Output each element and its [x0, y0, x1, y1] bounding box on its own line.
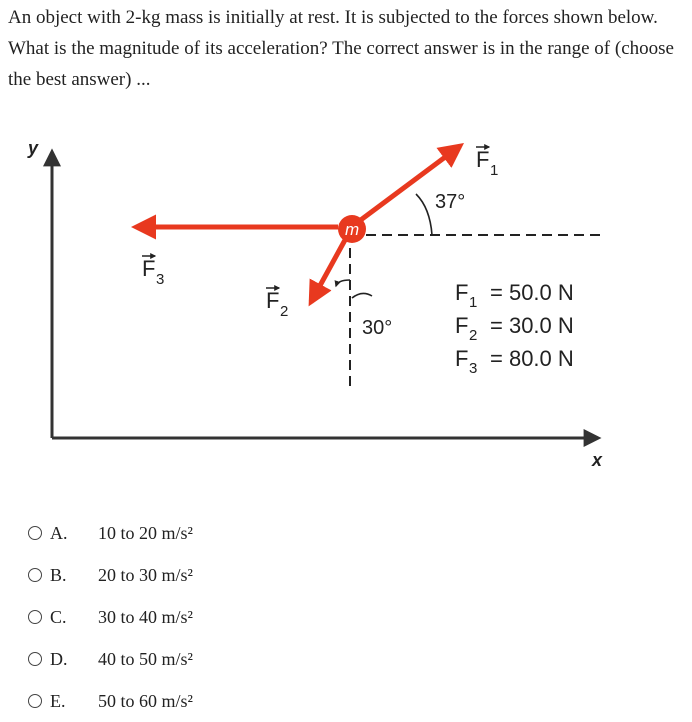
svg-text:F: F — [142, 256, 156, 281]
option-letter: E. — [50, 690, 66, 711]
option-text: 30 to 40 m/s² — [98, 606, 193, 627]
option-letter: D. — [50, 648, 68, 669]
angle-arc-30-tail — [352, 293, 372, 298]
svg-text:= 50.0 N: = 50.0 N — [490, 280, 574, 305]
f2-label — [266, 288, 288, 320]
option-a[interactable] — [28, 512, 193, 554]
svg-text:F: F — [455, 346, 469, 371]
svg-text:F: F — [455, 313, 469, 338]
option-b[interactable] — [28, 554, 193, 596]
legend-row-f1 — [455, 280, 574, 311]
option-text: 50 to 60 m/s² — [98, 690, 193, 711]
radio-button[interactable] — [28, 694, 42, 708]
x-axis-label: x — [592, 450, 603, 470]
svg-text:F: F — [455, 280, 469, 305]
svg-text:1: 1 — [469, 294, 478, 311]
legend-row-f2 — [455, 313, 574, 344]
option-text: 10 to 20 m/s² — [98, 522, 193, 543]
option-d[interactable] — [28, 638, 193, 680]
radio-button[interactable] — [28, 568, 42, 582]
radio-button[interactable] — [28, 526, 42, 540]
option-e[interactable] — [28, 680, 193, 722]
question-text: An object with 2-kg mass is initially at rest. It is subjected to the forces shown below. What is the magnitude of its acceleration? The correct answer is in the range of (choose the best answer) ... — [8, 7, 674, 90]
svg-text:2: 2 — [280, 303, 289, 320]
svg-text:= 80.0 N: = 80.0 N — [490, 346, 574, 371]
svg-text:1: 1 — [490, 162, 499, 179]
angle-label-30: 30° — [362, 317, 393, 339]
svg-text:2: 2 — [469, 327, 478, 344]
y-axis-label: y — [28, 138, 39, 158]
option-letter: C. — [50, 606, 67, 627]
answer-options — [28, 512, 193, 722]
svg-text:3: 3 — [469, 360, 478, 377]
angle-arc-30 — [336, 280, 350, 286]
option-letter: A. — [50, 522, 68, 543]
angle-arc-37 — [416, 194, 432, 235]
angle-label-37: 37° — [435, 191, 466, 213]
legend-row-f3 — [455, 346, 574, 377]
f3-label — [142, 256, 164, 288]
option-c[interactable] — [28, 596, 193, 638]
svg-text:F: F — [476, 147, 490, 172]
f2-arrow — [311, 240, 345, 302]
force-diagram — [0, 130, 692, 470]
svg-text:F: F — [266, 288, 280, 313]
option-text: 40 to 50 m/s² — [98, 648, 193, 669]
radio-button[interactable] — [28, 610, 42, 624]
force-legend — [455, 280, 574, 377]
option-text: 20 to 30 m/s² — [98, 564, 193, 585]
radio-button[interactable] — [28, 652, 42, 666]
mass-label: m — [345, 220, 360, 239]
svg-text:3: 3 — [156, 271, 165, 288]
svg-text:= 30.0 N: = 30.0 N — [490, 313, 574, 338]
option-letter: B. — [50, 564, 67, 585]
f1-label — [476, 147, 498, 179]
